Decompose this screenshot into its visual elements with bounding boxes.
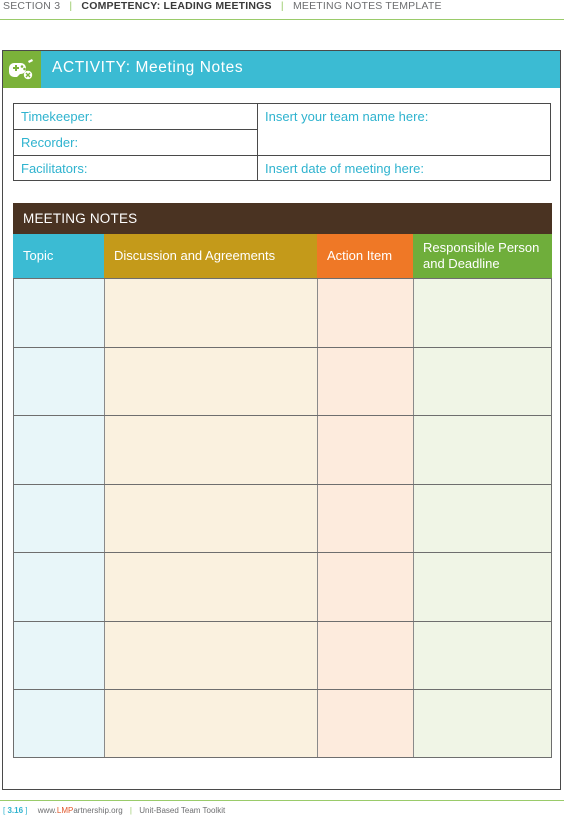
section-label: SECTION 3 xyxy=(3,0,61,12)
column-header-label: Action Item xyxy=(327,248,393,263)
footer-separator: | xyxy=(129,806,132,815)
table-row-divider xyxy=(13,552,552,553)
page-footer: [ 3.16 ] www.LMPartnership.org | Unit-Based Team Toolkit xyxy=(3,806,226,815)
column-header-label: Discussion and Agreements xyxy=(114,248,276,263)
column-header-action-item xyxy=(317,234,413,278)
column-header-responsible xyxy=(413,234,552,278)
table-row-divider xyxy=(13,415,552,416)
table-row-divider xyxy=(13,347,552,348)
table-divider xyxy=(14,155,551,156)
meeting-notes-bar xyxy=(13,203,552,234)
activity-title: ACTIVITY: Meeting Notes xyxy=(52,59,244,76)
activity-panel xyxy=(2,50,561,790)
recorder-field[interactable]: Recorder: xyxy=(21,135,79,150)
table-row-divider xyxy=(13,689,552,690)
table-row-divider xyxy=(13,621,552,622)
template-label: MEETING NOTES TEMPLATE xyxy=(292,0,442,12)
website-link[interactable]: www.LMPartnership.org xyxy=(37,806,123,815)
footer-rule xyxy=(0,800,564,801)
meeting-date-field[interactable]: Insert date of meeting here: xyxy=(265,161,424,176)
running-header xyxy=(3,0,561,16)
game-controller-icon xyxy=(3,51,41,88)
column-header-discussion xyxy=(104,234,317,278)
activity-title-bar xyxy=(3,51,560,88)
meeting-notes-title: MEETING NOTES xyxy=(23,211,138,226)
facilitators-field[interactable]: Facilitators: xyxy=(21,161,88,176)
meeting-notes-grid xyxy=(13,234,552,758)
column-header-label: Responsible Person and Deadline xyxy=(423,240,540,271)
table-row-divider xyxy=(13,484,552,485)
timekeeper-field[interactable]: Timekeeper: xyxy=(21,109,93,124)
column-header-label: Topic xyxy=(23,248,54,263)
meeting-info-table xyxy=(13,103,551,181)
toolkit-label: Unit-Based Team Toolkit xyxy=(139,806,226,815)
header-separator: | xyxy=(69,0,73,12)
header-separator: | xyxy=(280,0,284,12)
header-rule xyxy=(0,19,564,20)
table-divider xyxy=(14,129,257,130)
page-number: 3.16 xyxy=(7,806,24,815)
table-divider xyxy=(257,104,258,181)
grid-outline xyxy=(13,278,552,758)
team-name-field[interactable]: Insert your team name here: xyxy=(265,109,429,124)
competency-label: COMPETENCY: LEADING MEETINGS xyxy=(81,0,272,12)
column-header-topic xyxy=(13,234,104,278)
